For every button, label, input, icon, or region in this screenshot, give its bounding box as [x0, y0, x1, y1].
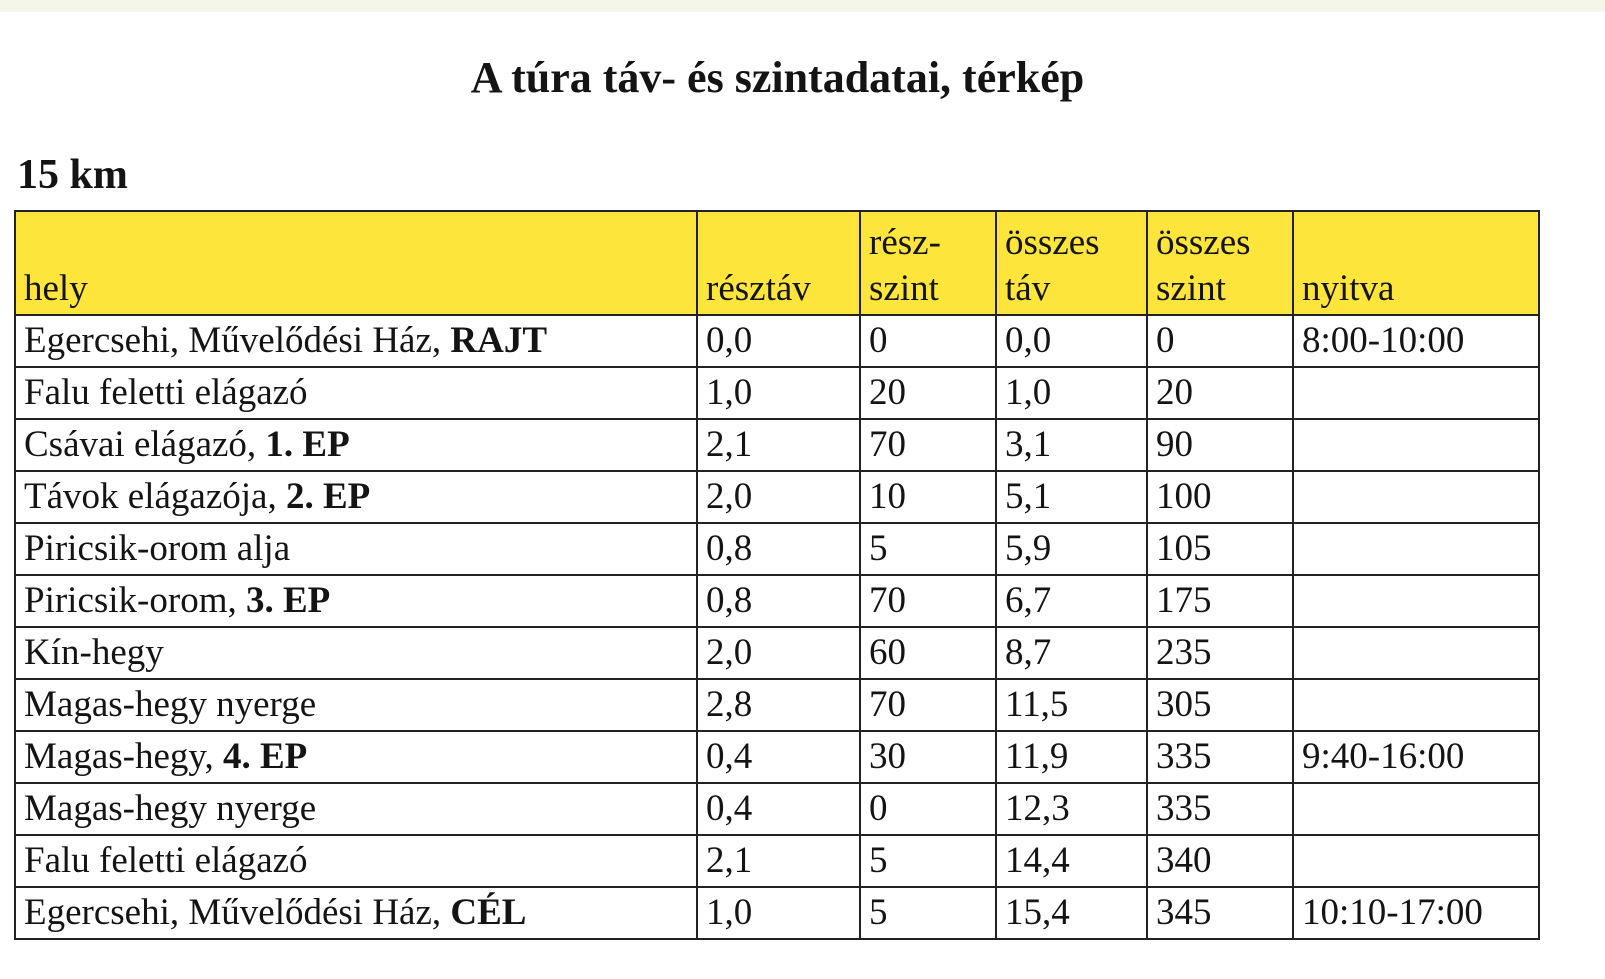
cell-nyitva [1293, 835, 1539, 887]
cell-reszszint: 30 [860, 731, 996, 783]
cell-osszestav: 1,0 [996, 367, 1147, 419]
cell-nyitva [1293, 419, 1539, 471]
cell-osszestav: 11,5 [996, 679, 1147, 731]
cell-resztav: 0,8 [697, 575, 860, 627]
cell-reszszint: 20 [860, 367, 996, 419]
table-row [15, 783, 1539, 835]
header-nyitva: nyitva [1293, 211, 1539, 315]
cell-resztav: 0,4 [697, 731, 860, 783]
cell-resztav: 1,0 [697, 367, 860, 419]
top-scan-strip [0, 0, 1605, 12]
table-row [15, 471, 1539, 523]
cell-reszszint: 0 [860, 315, 996, 367]
cell-resztav: 0,0 [697, 315, 860, 367]
table-row [15, 419, 1539, 471]
cell-place: Piricsik-orom alja [15, 523, 697, 575]
cell-reszszint: 70 [860, 419, 996, 471]
cell-nyitva [1293, 679, 1539, 731]
cell-osszesszint: 340 [1147, 835, 1293, 887]
cell-place: Egercsehi, Művelődési Ház, RAJT [15, 315, 697, 367]
cell-place: Egercsehi, Művelődési Ház, CÉL [15, 887, 697, 939]
cell-osszestav: 11,9 [996, 731, 1147, 783]
cell-resztav: 2,1 [697, 419, 860, 471]
cell-osszestav: 14,4 [996, 835, 1147, 887]
header-reszszint: rész- szint [860, 211, 996, 315]
table-row [15, 679, 1539, 731]
cell-nyitva: 9:40-16:00 [1293, 731, 1539, 783]
cell-osszesszint: 90 [1147, 419, 1293, 471]
table-row [15, 367, 1539, 419]
cell-reszszint: 0 [860, 783, 996, 835]
cell-place: Magas-hegy nyerge [15, 679, 697, 731]
cell-reszszint: 5 [860, 835, 996, 887]
table-row [15, 627, 1539, 679]
cell-resztav: 0,8 [697, 523, 860, 575]
cell-reszszint: 70 [860, 679, 996, 731]
cell-osszesszint: 175 [1147, 575, 1293, 627]
cell-reszszint: 5 [860, 887, 996, 939]
cell-osszestav: 12,3 [996, 783, 1147, 835]
table-row [15, 731, 1539, 783]
table-row [15, 575, 1539, 627]
route-table [14, 210, 1540, 940]
cell-reszszint: 10 [860, 471, 996, 523]
cell-nyitva [1293, 627, 1539, 679]
cell-osszestav: 15,4 [996, 887, 1147, 939]
cell-resztav: 1,0 [697, 887, 860, 939]
table-row [15, 523, 1539, 575]
cell-osszesszint: 235 [1147, 627, 1293, 679]
cell-place: Csávai elágazó, 1. EP [15, 419, 697, 471]
cell-place: Távok elágazója, 2. EP [15, 471, 697, 523]
cell-nyitva [1293, 523, 1539, 575]
cell-reszszint: 60 [860, 627, 996, 679]
section-title: 15 km [17, 152, 128, 198]
cell-nyitva: 8:00-10:00 [1293, 315, 1539, 367]
cell-reszszint: 5 [860, 523, 996, 575]
cell-nyitva [1293, 575, 1539, 627]
page-title: A túra táv- és szintadatai, térkép [470, 53, 1085, 102]
cell-osszesszint: 20 [1147, 367, 1293, 419]
cell-osszesszint: 335 [1147, 731, 1293, 783]
cell-osszesszint: 335 [1147, 783, 1293, 835]
cell-place: Kín-hegy [15, 627, 697, 679]
cell-resztav: 2,0 [697, 471, 860, 523]
cell-osszesszint: 105 [1147, 523, 1293, 575]
cell-nyitva [1293, 783, 1539, 835]
cell-osszestav: 6,7 [996, 575, 1147, 627]
cell-osszesszint: 305 [1147, 679, 1293, 731]
cell-nyitva [1293, 367, 1539, 419]
cell-resztav: 2,0 [697, 627, 860, 679]
cell-place: Magas-hegy, 4. EP [15, 731, 697, 783]
header-resztav: résztáv [697, 211, 860, 315]
cell-osszestav: 5,9 [996, 523, 1147, 575]
cell-osszestav: 3,1 [996, 419, 1147, 471]
table-row [15, 315, 1539, 367]
cell-osszesszint: 345 [1147, 887, 1293, 939]
cell-resztav: 2,1 [697, 835, 860, 887]
cell-place: Magas-hegy nyerge [15, 783, 697, 835]
cell-place: Falu feletti elágazó [15, 367, 697, 419]
cell-place: Falu feletti elágazó [15, 835, 697, 887]
cell-nyitva [1293, 471, 1539, 523]
cell-osszesszint: 100 [1147, 471, 1293, 523]
table-row [15, 887, 1539, 939]
header-osszesszint: összes szint [1147, 211, 1293, 315]
header-osszestav: összes táv [996, 211, 1147, 315]
cell-reszszint: 70 [860, 575, 996, 627]
table-header-row [15, 211, 1539, 315]
cell-nyitva: 10:10-17:00 [1293, 887, 1539, 939]
cell-osszestav: 0,0 [996, 315, 1147, 367]
cell-osszestav: 5,1 [996, 471, 1147, 523]
cell-resztav: 0,4 [697, 783, 860, 835]
cell-resztav: 2,8 [697, 679, 860, 731]
header-hely: hely [15, 211, 697, 315]
cell-osszesszint: 0 [1147, 315, 1293, 367]
table-row [15, 835, 1539, 887]
cell-place: Piricsik-orom, 3. EP [15, 575, 697, 627]
cell-osszestav: 8,7 [996, 627, 1147, 679]
